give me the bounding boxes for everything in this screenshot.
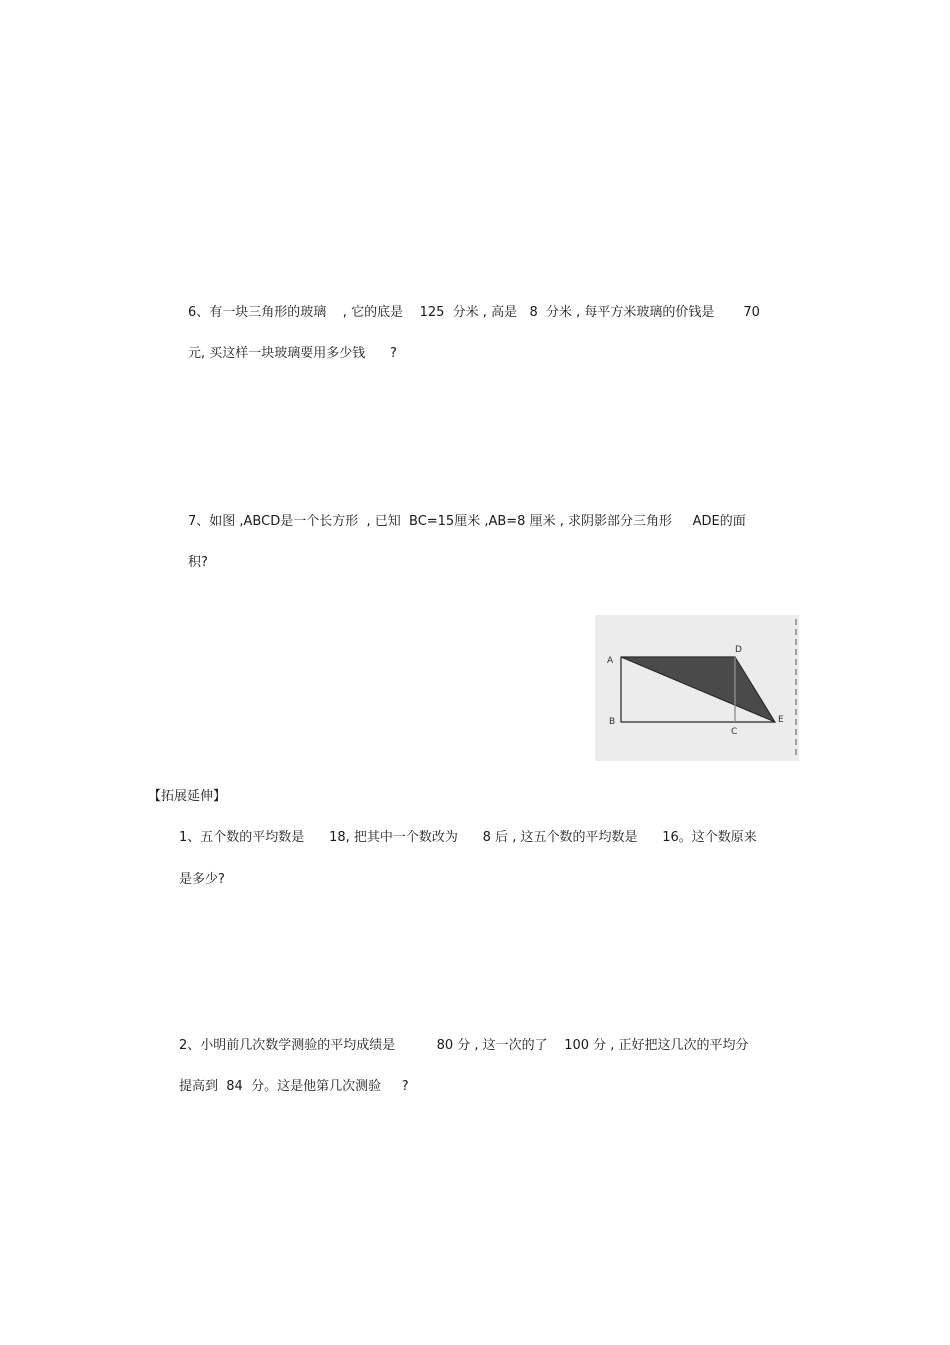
label-c: C (731, 727, 738, 737)
extension-heading: 【拓展延伸】 (148, 789, 227, 804)
label-d: D (735, 645, 742, 655)
label-a: A (607, 656, 614, 666)
ext-q1-line-1: 1、五个数的平均数是 18, 把其中一个数改为 8 后 , 这五个数的平均数是 16。这个数原来 (179, 830, 757, 845)
ext-q2-line-2: 提高到 84 分。这是他第几次测验 ? (179, 1079, 409, 1094)
ext-q1-line-2: 是多少? (179, 872, 225, 887)
ext-q2-line-1: 2、小明前几次数学测验的平均成绩是 80 分 , 这一次的了 100 分 , 正好把这几次的平均分 (179, 1038, 749, 1053)
label-b: B (609, 717, 616, 727)
q7-line-2: 积? (188, 555, 208, 570)
q7-line-1: 7、如图 ,ABCD是一个长方形 , 已知 BC=15厘米 ,AB=8 厘米 , 求阴影部分三角形 ADE的面 (188, 514, 746, 529)
figure-svg (595, 615, 799, 761)
shaded-triangle-ade (621, 657, 775, 722)
q6-line-2: 元, 买这样一块玻璃要用多少钱 ? (188, 346, 397, 361)
label-e: E (778, 715, 784, 725)
q6-line-1: 6、有一块三角形的玻璃 , 它的底是 125 分米 , 高是 8 分米 , 每平方米玻璃的价钱是 70 (188, 305, 760, 320)
rectangle-triangle-figure (595, 615, 799, 761)
